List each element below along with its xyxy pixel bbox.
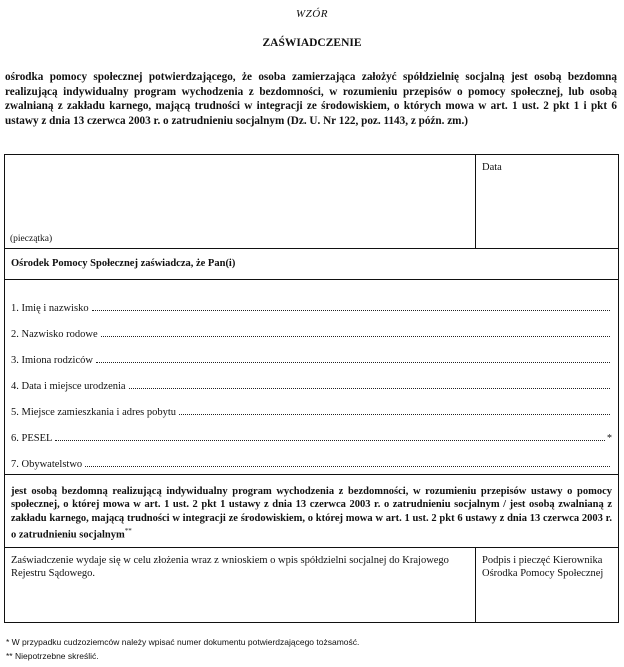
field-row-family-name[interactable] [11, 314, 612, 340]
osrodek-statement: Ośrodek Pomocy Społecznej zaświadcza, że Pan(i) [5, 249, 619, 280]
field-row-pesel[interactable] [11, 418, 612, 444]
stamp-field[interactable] [5, 155, 476, 249]
dotted-line[interactable] [129, 387, 610, 389]
field-label: 6. PESEL [11, 433, 53, 444]
field-label: 5. Miejsce zamieszkania i adres pobytu [11, 407, 177, 418]
signature-label: Podpis i pieczęć Kierownika Ośrodka Pomocy Społecznej [482, 555, 604, 579]
field-row-birth[interactable] [11, 366, 612, 392]
field-label: 3. Imiona rodziców [11, 355, 93, 366]
field-label: 1. Imię i nazwisko [11, 303, 89, 314]
field-row-address[interactable] [11, 392, 612, 418]
field-row-parents[interactable] [11, 340, 612, 366]
date-label: Data [482, 162, 502, 173]
signature-field[interactable] [476, 548, 619, 623]
date-field[interactable] [476, 155, 619, 249]
intro-paragraph: ośrodka pomocy społecznej potwierdzającego, że osoba zamierzająca założyć spółdzielnię socjalną jest osobą bezdomną realizującą indywidualny program wychodzenia z bezdomności, w rozumieniu przepisów o pomocy społecznej, lub osobą zwalnianą z zakładu karnego, mającą trudności w integracji ze środowiskiem, o których mowa w art. 1 ust. 2 pkt 1 i pkt 6 ustawy z dnia 13 czerwca 2003 r. o zatrudnieniu socjalnym (Dz. U. Nr 122, poz. 1143, z późn. zm.) [5, 71, 617, 127]
statement-footnote-mark: ** [124, 526, 132, 535]
stamp-label: (pieczątka) [10, 234, 53, 244]
field-label: 7. Obywatelstwo [11, 459, 83, 470]
dotted-line[interactable] [85, 465, 610, 467]
wzor-label: WZÓR [296, 8, 328, 20]
field-marker: * [607, 433, 612, 444]
certificate-form [4, 154, 619, 623]
personal-data-fields [5, 280, 619, 475]
dotted-line[interactable] [92, 309, 610, 311]
statement-text: jest osobą bezdomną realizującą indywidualny program wychodzenia z bezdomności, w rozumieniu przepisów ustawy o pomocy społecznej, o której mowa w art. 1 ust. 2 pkt 1 ustawy z dnia 13 czerwca 2003 r. o zatrudnieniu socjalnym / jest osobą zwalnianą z zakładu karnego, mającą trudności w integracji ze środowiskiem, o której mowa w art. 1 ust. 2 pkt 6 ustawy z dnia 13 czerwca 2003 r. o zatrudnieniu socjalnym [11, 486, 612, 541]
field-row-name[interactable] [11, 288, 612, 314]
field-label: 4. Data i miejsce urodzenia [11, 381, 126, 392]
field-label: 2. Nazwisko rodowe [11, 329, 98, 340]
purpose-text: Zaświadczenie wydaje się w celu złożenia wraz z wnioskiem o wpis spółdzielni socjalnej do Krajowego Rejestru Sądowego. [5, 548, 476, 623]
dotted-line[interactable] [179, 413, 610, 415]
document-title: ZAŚWIADCZENIE [262, 37, 362, 49]
dotted-line[interactable] [101, 335, 610, 337]
dotted-line[interactable] [96, 361, 610, 363]
field-row-citizenship[interactable] [11, 444, 612, 470]
dotted-line[interactable] [55, 439, 605, 441]
footnote-2: ** Niepotrzebne skreślić. [6, 651, 99, 661]
status-statement [5, 475, 619, 548]
footnote-1: * W przypadku cudzoziemców należy wpisać numer dokumentu potwierdzającego tożsamość. [6, 637, 360, 647]
